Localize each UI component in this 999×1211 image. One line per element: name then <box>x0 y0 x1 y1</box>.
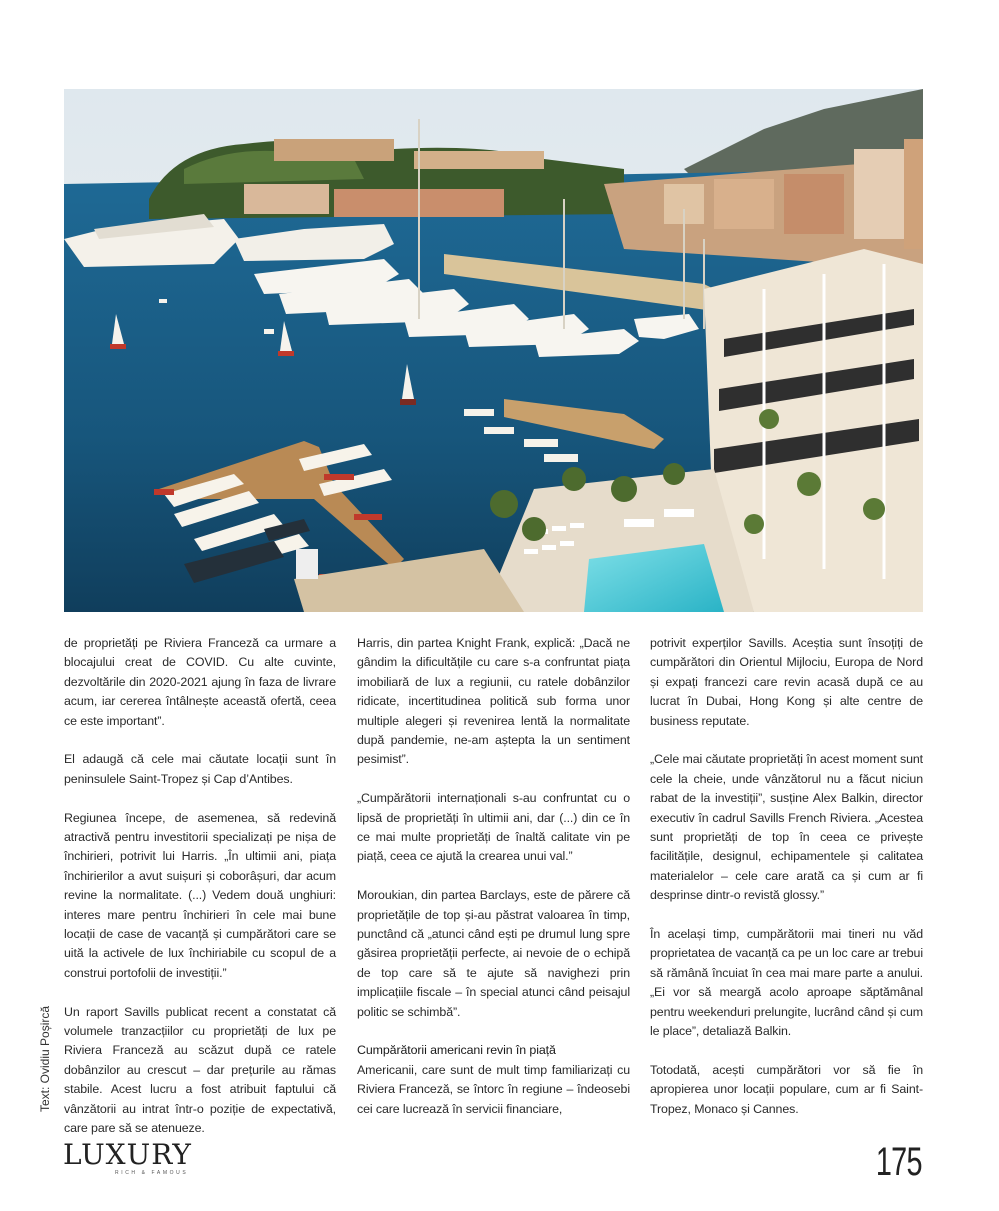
author-credit: Text: Ovidiu Poșircă <box>38 1005 52 1112</box>
paragraph: El adaugă că cele mai căutate locații sunt în peninsulele Saint-Tropez și Cap d’Antibes. <box>64 752 336 786</box>
harbour-illustration <box>64 89 923 612</box>
logo-tagline: RICH & FAMOUS <box>115 1170 189 1176</box>
paragraph: Regiunea începe, de asemenea, să redevină atractivă pentru investitorii specializați pe nișa de închirieri, potrivit lui Harris. „În ultimii ani, piața închirierilor a avut suișuri și coborâșuri, dar acum revine la normalitate. (...) Vedem două unghiuri: interes mare pentru închirieri în cele mai bune locații de case de vacanță și cumpărători care se uită la activele de lux închiriabile cu scopul de a construi portofolii de investiții.” <box>64 810 336 980</box>
paragraph: „Cele mai căutate proprietăți în acest moment sunt cele la cheie, unde vânzătorul nu a făcut niciun rabat de la investiții”, susține Alex Balkin, director executiv în cadrul Savills French Riviera. „Acestea sunt proprietăți de top în ceea ce privește facilitățile, designul, echipamentele și calitatea materialelor – cele care arată ca și cum ar fi desprinse dintr-o revistă glossy.” <box>650 752 923 903</box>
paragraph: de proprietăți pe Riviera Franceză ca urmare a blocajului creat de COVID. Cu alte cuvinte, dezvoltările din 2020-2021 ajung în faza de livrare acum, iar cererea întâlnește această ofertă, ceea ce este important”. <box>64 636 336 728</box>
paragraph: În același timp, cumpărătorii mai tineri nu văd proprietatea de vacanță ca pe un loc care ar trebui să rămână încuiat în cea mai mare parte a anului. „Ei vor să meargă acolo aproape săptămânal pentru weekenduri prelungite, lucrând când și cum le place”, detaliază Balkin. <box>650 927 923 1039</box>
paragraph: Moroukian, din partea Barclays, este de părere că proprietățile de top și-au păstrat valoarea în timp, punctând că „atunci când ești pe drumul lung spre găsirea proprietății perfecte, ai nevoie de o echipă de top care să te ajute să navighezi prin implicațiile fiscale – în special atunci când peisajul politic se schimbă”. <box>357 888 630 1019</box>
page-number: 175 <box>876 1140 922 1184</box>
paragraph: Un raport Savills publicat recent a constatat că volumele tranzacțiilor cu proprietăți de lux pe Riviera Franceză au scăzut după ce ratele dobânzilor au crescut – dar prețurile au rămas stabile. Acest lucru a fost atribuit faptului că vânzătorii au intrat într-o poziție de expectativă, care pare să se atenueze. <box>64 1004 336 1136</box>
paragraph: Harris, din partea Knight Frank, explică: „Dacă ne gândim la dificultățile cu care s-a confruntat piața imobiliară de lux a regiunii, cu ratele dobânzilor ridicate, incertitudinea politică sub forma unor multiple alegeri și revenirea lentă la normalitate după pandemie, ne-am aștepta la un sentiment pesimist”. <box>357 636 630 767</box>
section-subheading: Cumpărătorii americani revin în piață <box>357 1043 556 1058</box>
paragraph: „Cumpărătorii internaționali s-au confruntat cu o lipsă de proprietăți în ultimii ani, dar (...) din ce în ce mai multe proprietăți de înaltă calitate vin pe piață, ceea ce ajută la crearea unui val.” <box>357 791 630 864</box>
logo-wordmark: LUXURY <box>63 1138 192 1171</box>
article-column-3 <box>650 634 923 1139</box>
marina-photo <box>64 89 923 612</box>
paragraph: Totodată, acești cumpărători vor să fie în apropierea unor locații populare, cum ar fi Saint-Tropez, Monaco și Cannes. <box>650 1062 923 1116</box>
article-column-2 <box>357 634 630 1139</box>
magazine-logo <box>63 1138 192 1176</box>
article-column-1 <box>64 634 336 1158</box>
paragraph: Americanii, care sunt de mult timp familiarizați cu Riviera Franceză, se întorc în regiune – îndeosebi cei care lucrează în servicii financiare, <box>357 1062 630 1116</box>
paragraph: potrivit experților Savills. Aceștia sunt însoțiți de cumpărători din Orientul Mijlociu, Europa de Nord și expați francezi care revin acasă după ce au lucrat în Dubai, Hong Kong și alte centre de business reputate. <box>650 636 923 728</box>
